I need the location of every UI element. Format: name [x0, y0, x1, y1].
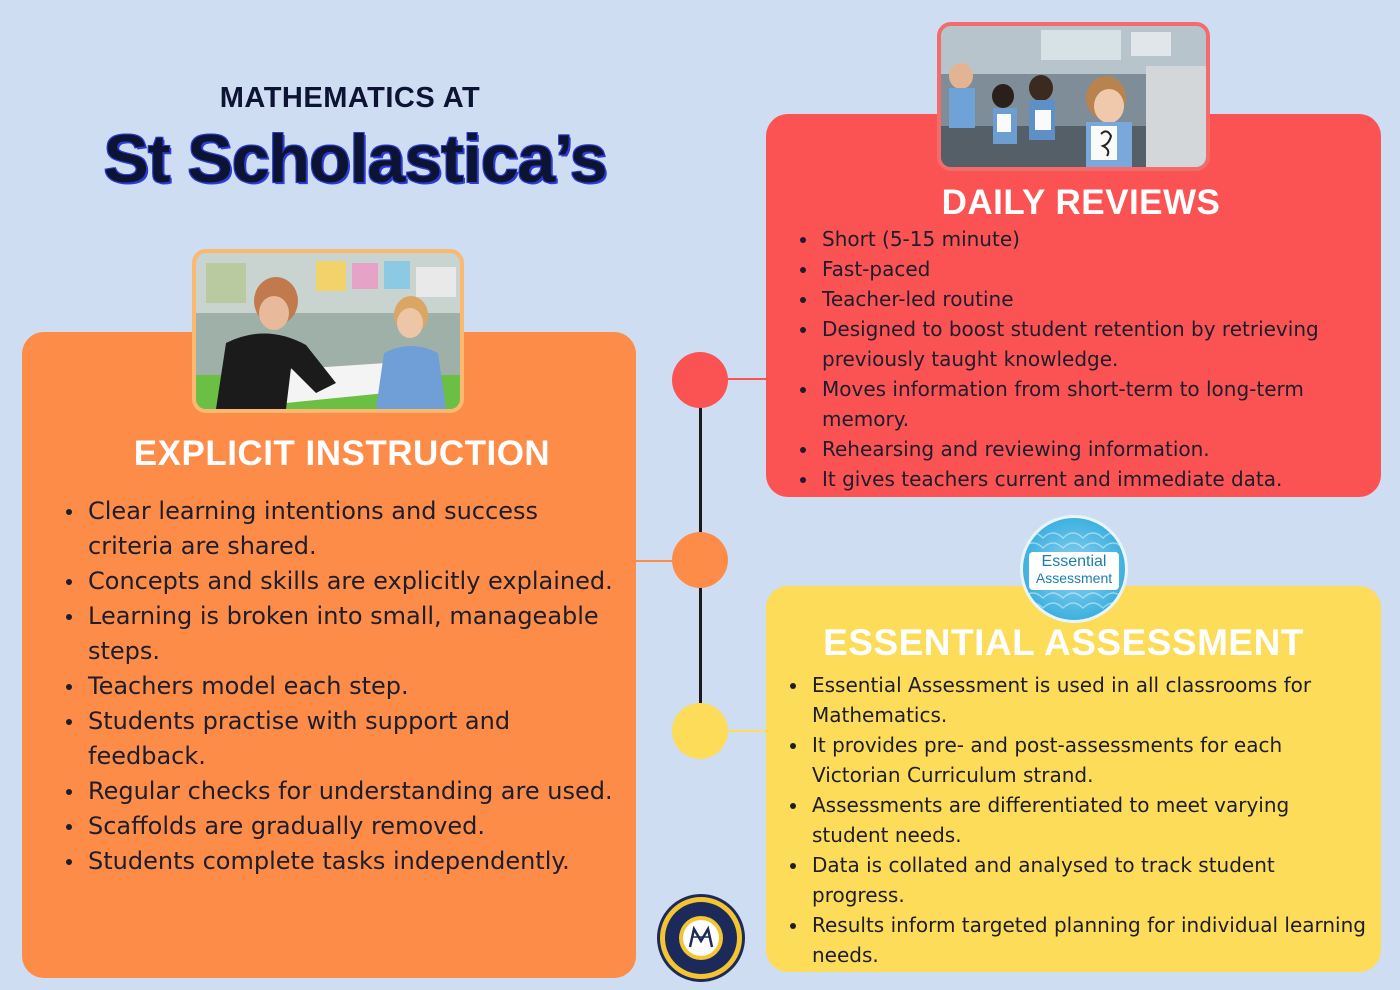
timeline-dot-red [672, 352, 728, 408]
list-item: Scaffolds are gradually removed. [62, 809, 622, 844]
list-item: Assessments are differentiated to meet varying student needs. [786, 790, 1366, 850]
list-item: Teacher-led routine [796, 284, 1376, 314]
daily-reviews-heading: DAILY REVIEWS [941, 183, 1221, 222]
explicit-instruction-list [62, 494, 622, 879]
list-item: Essential Assessment is used in all classrooms for Mathematics. [786, 670, 1366, 730]
classroom-photo-teacher-student [192, 249, 464, 413]
list-item: Fast-paced [796, 254, 1376, 284]
essential-assessment-list [786, 670, 1366, 970]
list-item: Regular checks for understanding are used. [62, 774, 622, 809]
list-item: Learning is broken into small, manageable steps. [62, 599, 622, 669]
daily-reviews-list [796, 224, 1376, 494]
list-item: Data is collated and analysed to track student progress. [786, 850, 1366, 910]
list-item: Designed to boost student retention by retrieving previously taught knowledge. [796, 314, 1376, 374]
list-item: Clear learning intentions and success criteria are shared. [62, 494, 622, 564]
essential-assessment-logo [1020, 515, 1128, 623]
timeline-dot-orange [672, 532, 728, 588]
list-item: Short (5-15 minute) [796, 224, 1376, 254]
school-crest-logo [657, 894, 745, 982]
list-item: It gives teachers current and immediate data. [796, 464, 1376, 494]
list-item: Students practise with support and feedback. [62, 704, 622, 774]
timeline-dot-yellow [672, 703, 728, 759]
page-title: St Scholastica’s [103, 121, 607, 197]
list-item: Teachers model each step. [62, 669, 622, 704]
list-item: Results inform targeted planning for individual learning needs. [786, 910, 1366, 970]
classroom-photo-students-whiteboards [937, 22, 1210, 171]
logo-text-line1: Essential [1041, 553, 1107, 570]
list-item: Students complete tasks independently. [62, 844, 622, 879]
list-item: Moves information from short-term to long-term memory. [796, 374, 1376, 434]
explicit-instruction-heading: EXPLICIT INSTRUCTION [133, 434, 551, 473]
list-item: It provides pre- and post-assessments for each Victorian Curriculum strand. [786, 730, 1366, 790]
page-kicker: MATHEMATICS AT [219, 82, 481, 114]
logo-text-line2: Assessment [1035, 570, 1113, 586]
list-item: Rehearsing and reviewing information. [796, 434, 1376, 464]
essential-assessment-heading: ESSENTIAL ASSESSMENT [823, 622, 1304, 663]
essential-assessment-logo-label [1029, 552, 1119, 590]
list-item: Concepts and skills are explicitly explained. [62, 564, 622, 599]
